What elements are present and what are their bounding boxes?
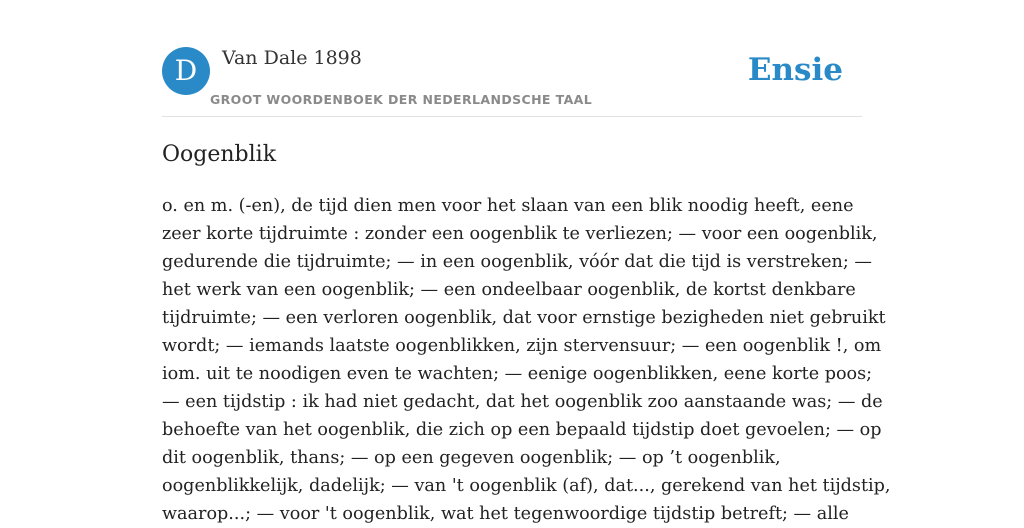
- definition-line: behoefte van het oogenblik, die zich op een bepaald tijdstip doet gevoelen; — op: [162, 420, 882, 440]
- definition-line: het werk van een oogenblik; — een ondeelbaar oogenblik, de kortst denkbare: [162, 280, 856, 300]
- ensie-logo[interactable]: Ensie: [747, 52, 843, 88]
- entry-header: [162, 46, 862, 117]
- definition-line: dit oogenblik, thans; — op een gegeven oogenblik; — op ’t oogenblik,: [162, 448, 781, 468]
- definition-line: oogenblikkelijk, dadelijk; — van 't oogenblik (af), dat..., gerekend van het tijdstip,: [162, 476, 891, 496]
- definition-line: wordt; — iemands laatste oogenblikken, zijn stervensuur; — een oogenblik !, om: [162, 336, 882, 356]
- definition-line: waarop...; — voor 't oogenblik, wat het tegenwoordige tijdstip betreft; — alle: [162, 504, 849, 524]
- definition-line: o. en m. (-en), de tijd dien men voor het slaan van een blik noodig heeft, eene: [162, 196, 854, 216]
- source-title[interactable]: Van Dale 1898: [222, 47, 362, 69]
- definition-line: tijdruimte; — een verloren oogenblik, dat voor ernstige bezigheden niet gebruikt: [162, 308, 886, 328]
- definition-text: [162, 192, 891, 528]
- source-avatar[interactable]: D: [162, 47, 210, 95]
- source-subtitle: GROOT WOORDENBOEK DER NEDERLANDSCHE TAAL: [210, 92, 593, 107]
- definition-line: iom. uit te noodigen even te wachten; — eenige oogenblikken, eene korte poos;: [162, 364, 873, 384]
- definition-line: gedurende die tijdruimte; — in een oogenblik, vóór dat die tijd is verstreken; —: [162, 252, 872, 272]
- definition-line: — een tijdstip : ik had niet gedacht, dat het oogenblik zoo aanstaande was; — de: [162, 392, 883, 412]
- definition-line: zeer korte tijdruimte : zonder een oogenblik te verliezen; — voor een oogenblik,: [162, 224, 878, 244]
- page-title: Oogenblik: [162, 142, 277, 167]
